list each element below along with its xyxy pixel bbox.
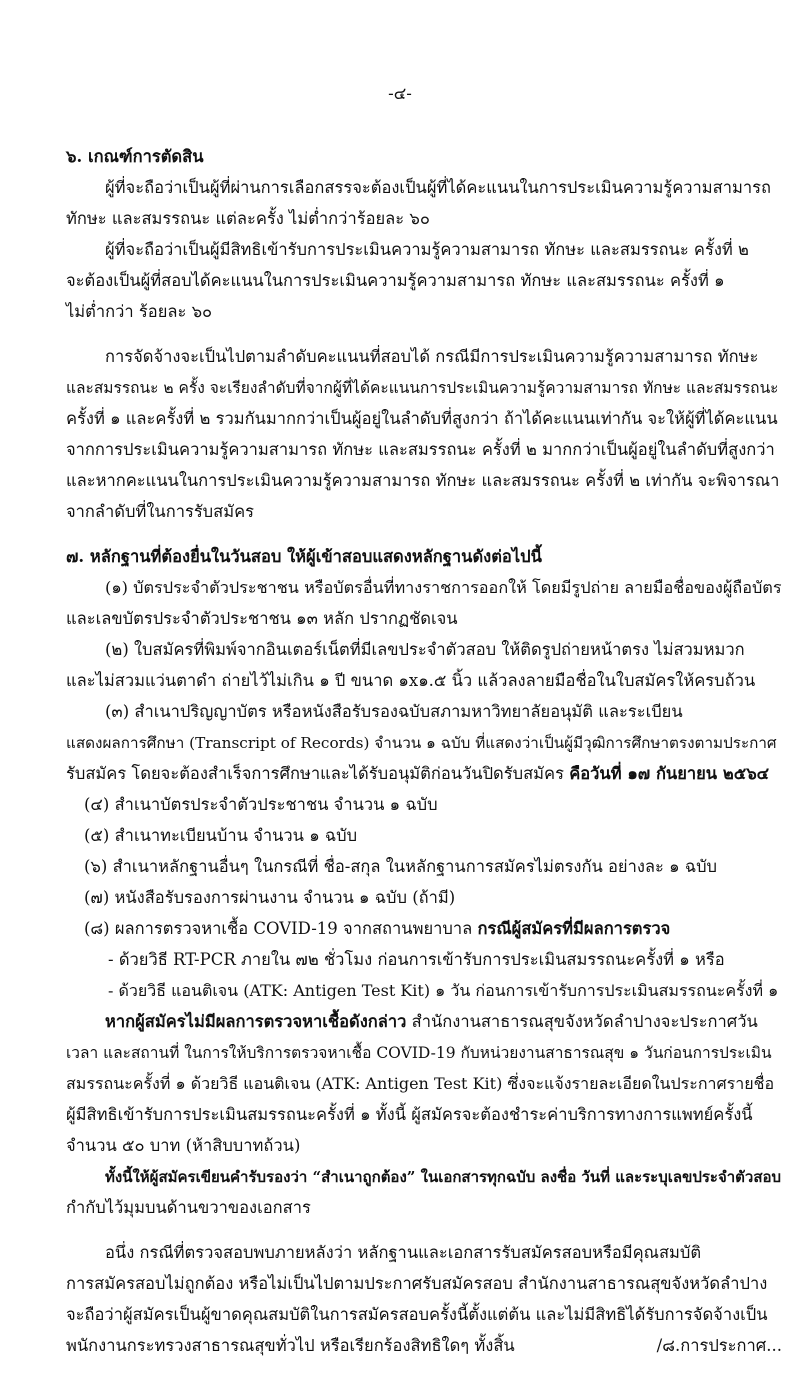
- evidence-item-8: [84, 919, 670, 939]
- no-result-lead: หากผู้สมัครไม่มีผลการตรวจหาเชื้อดังกล่าว: [105, 1012, 407, 1031]
- disqualification-paragraph: พนักงานกระทรวงสาธารณสุขทั่วไป หรือเรียกร้องสิทธิใดๆ ทั้งสิ้น: [66, 1336, 515, 1355]
- section-6-paragraph-1: ผู้ที่จะถือว่าเป็นผู้ที่ผ่านการเลือกสรรจะต้องเป็นผู้ที่ได้คะแนนในการประเมินความรู้ความสามารถ: [105, 178, 772, 197]
- deadline-date: คือวันที่ ๑๗ กันยายน ๒๕๖๔: [569, 764, 770, 783]
- section-6-paragraph-3: จากการประเมินความรู้ความสามารถ ทักษะ และสมรรถนะ ครั้งที่ ๒ มากกว่าเป็นผู้อยู่ในลำดับที่สูงกว่า: [66, 440, 775, 459]
- no-result-text: สำนักงานสาธารณสุขจังหวัดลำปางจะประกาศวัน: [406, 1012, 758, 1031]
- disqualification-paragraph: จะถือว่าผู้สมัครเป็นผู้ขาดคุณสมบัติในการสมัครสอบครั้งนี้ตั้งแต่ต้น และไม่มีสิทธิได้รับการจัดจ้างเป็น: [66, 1305, 768, 1324]
- evidence-item-5: (๕) สำเนาทะเบียนบ้าน จำนวน ๑ ฉบับ: [84, 826, 358, 845]
- no-result-paragraph: สมรรถนะครั้งที่ ๑ ด้วยวิธี แอนติเจน (ATK: Antigen Test Kit) ซึ่งจะแจ้งรายละเอียดในประกาศรายชื่อ: [66, 1074, 775, 1093]
- evidence-item-4: (๔) สำเนาบัตรประจำตัวประชาชน จำนวน ๑ ฉบับ: [84, 795, 438, 814]
- no-result-paragraph: [105, 1012, 758, 1032]
- evidence-item-8-condition: กรณีผู้สมัครที่มีผลการตรวจ: [477, 919, 671, 938]
- section-6-paragraph-2: ไม่ต่ำกว่า ร้อยละ ๖๐: [66, 302, 213, 321]
- test-method-antigen: - ด้วยวิธี แอนติเจน (ATK: Antigen Test Kit) ๑ วัน ก่อนการเข้ารับการประเมินสมรรถนะครั้งที่ ๑: [108, 981, 779, 1000]
- section-6-paragraph-3: และหากคะแนนในการประเมินความรู้ความสามารถ ทักษะ และสมรรถนะ ครั้งที่ ๒ เท่ากัน จะพิจารณา: [66, 471, 780, 490]
- disqualification-paragraph: การสมัครสอบไม่ถูกต้อง หรือไม่เป็นไปตามประกาศรับสมัครสอบ สำนักงานสาธารณสุขจังหวัดลำปาง: [66, 1274, 768, 1293]
- section-6-paragraph-3: จากลำดับที่ในการรับสมัคร: [66, 502, 255, 521]
- evidence-item-7: (๗) หนังสือรับรองการผ่านงาน จำนวน ๑ ฉบับ (ถ้ามี): [84, 888, 456, 907]
- test-method-rt-pcr: - ด้วยวิธี RT-PCR ภายใน ๗๒ ชั่วโมง ก่อนการเข้ารับการประเมินสมรรถนะครั้งที่ ๑ หรือ: [108, 950, 725, 969]
- disqualification-paragraph: อนึ่ง กรณีที่ตรวจสอบพบภายหลังว่า หลักฐานและเอกสารรับสมัครสอบหรือมีคุณสมบัติ: [105, 1243, 702, 1262]
- evidence-item-3: แสดงผลการศึกษา (Transcript of Records) จำนวน ๑ ฉบับ ที่แสดงว่าเป็นผู้มีวุฒิการศึกษาตรงตามประกาศ: [66, 734, 777, 752]
- section-6-paragraph-3: และสมรรถนะ ๒ ครั้ง จะเรียงลำดับที่จากผู้ที่ได้คะแนนการประเมินความรู้ความสามารถ ทักษะ และสมรรถนะ: [66, 379, 779, 397]
- page-number: -๔-: [388, 84, 412, 103]
- evidence-item-8-text: (๘) ผลการตรวจหาเชื้อ COVID-19 จากสถานพยาบาล: [84, 919, 478, 938]
- section-6-paragraph-2: ผู้ที่จะถือว่าเป็นผู้มีสิทธิเข้ารับการประเมินความรู้ความสามารถ ทักษะ และสมรรถนะ ครั้งที่ ๒: [105, 240, 749, 259]
- evidence-item-3: [66, 764, 769, 784]
- section-6-heading: ๖. เกณฑ์การตัดสิน: [66, 147, 204, 166]
- section-6-paragraph-2: จะต้องเป็นผู้ที่สอบได้คะแนนในการประเมินความรู้ความสามารถ ทักษะ และสมรรถนะ ครั้งที่ ๑: [66, 271, 725, 290]
- evidence-item-2: และไม่สวมแว่นตาดำ ถ่ายไว้ไม่เกิน ๑ ปี ขนาด ๑x๑.๕ นิ้ว แล้วลงลายมือชื่อในใบสมัครให้ครบถ้วน: [66, 671, 756, 690]
- no-result-paragraph: จำนวน ๕๐ บาท (ห้าสิบบาทถ้วน): [66, 1136, 301, 1155]
- certify-copy-paragraph: กำกับไว้มุมบนด้านขวาของเอกสาร: [66, 1198, 311, 1217]
- continuation-note: /๘.การประกาศ...: [656, 1336, 782, 1355]
- evidence-item-6: (๖) สำเนาหลักฐานอื่นๆ ในกรณีที่ ชื่อ-สกุล ในหลักฐานการสมัครไม่ตรงกัน อย่างละ ๑ ฉบับ: [84, 857, 718, 876]
- section-7-heading: ๗. หลักฐานที่ต้องยื่นในวันสอบ ให้ผู้เข้าสอบแสดงหลักฐานดังต่อไปนี้: [66, 547, 542, 566]
- section-6-paragraph-1: ทักษะ และสมรรถนะ แต่ละครั้ง ไม่ต่ำกว่าร้อยละ ๖๐: [66, 209, 430, 228]
- evidence-item-3-text: รับสมัคร โดยจะต้องสำเร็จการศึกษาและได้รับอนุมัติก่อนวันปิดรับสมัคร: [66, 764, 570, 783]
- evidence-item-2: (๒) ใบสมัครที่พิมพ์จากอินเตอร์เน็ตที่มีเลขประจำตัวสอบ ให้ติดรูปถ่ายหน้าตรง ไม่สวมหมวก: [105, 640, 745, 659]
- no-result-paragraph: เวลา และสถานที่ ในการให้บริการตรวจหาเชื้อ COVID-19 กับหน่วยงานสาธารณสุข ๑ วันก่อนการประเมิน: [66, 1044, 772, 1062]
- evidence-item-1: และเลขบัตรประจำตัวประชาชน ๑๓ หลัก ปรากฏชัดเจน: [66, 609, 458, 628]
- evidence-item-3: (๓) สำเนาปริญญาบัตร หรือหนังสือรับรองฉบับสภามหาวิทยาลัยอนุมัติ และระเบียน: [105, 702, 683, 721]
- evidence-item-1: (๑) บัตรประจำตัวประชาชน หรือบัตรอื่นที่ทางราชการออกให้ โดยมีรูปถ่าย ลายมือชื่อของผู้ถือบัตร: [105, 578, 782, 597]
- no-result-paragraph: ผู้มีสิทธิเข้ารับการประเมินสมรรถนะครั้งที่ ๑ ทั้งนี้ ผู้สมัครจะต้องชำระค่าบริการทางการแพทย์ครั้งนี้: [66, 1105, 753, 1124]
- section-6-paragraph-3: ครั้งที่ ๑ และครั้งที่ ๒ รวมกันมากกว่าเป็นผู้อยู่ในลำดับที่สูงกว่า ถ้าได้คะแนนเท่ากัน จะให้ผู้ที่ได้คะแนน: [66, 409, 778, 428]
- section-6-paragraph-3: การจัดจ้างจะเป็นไปตามลำดับคะแนนที่สอบได้ กรณีมีการประเมินความรู้ความสามารถ ทักษะ: [105, 347, 759, 366]
- certify-copy-paragraph: ทั้งนี้ให้ผู้สมัครเขียนคำรับรองว่า “สำเนาถูกต้อง” ในเอกสารทุกฉบับ ลงชื่อ วันที่ และระบุเลขประจำตัวสอบ: [105, 1168, 782, 1186]
